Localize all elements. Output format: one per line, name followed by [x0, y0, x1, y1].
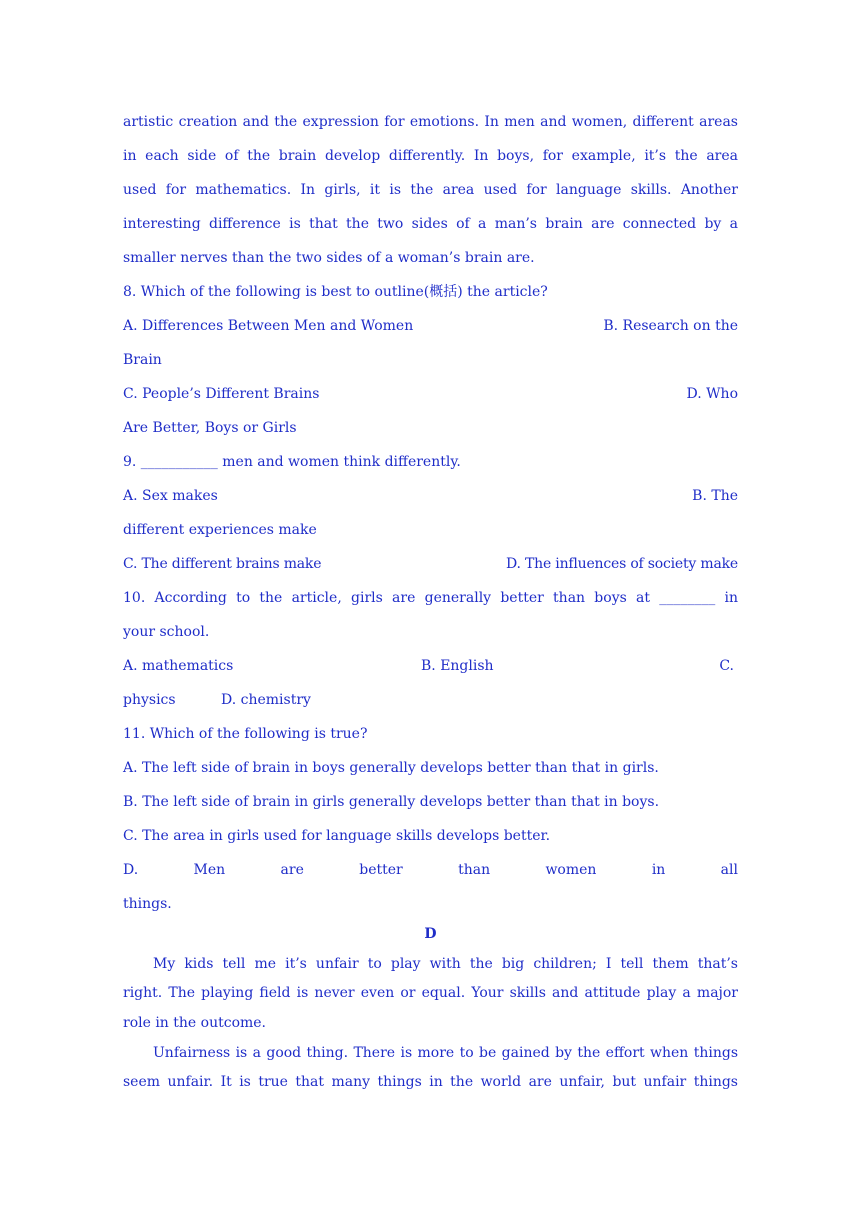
question-9-options-row-1 — [123, 487, 738, 505]
question-8-options-row-1 — [123, 317, 738, 335]
passage-d-line: seem unfair. It is true that many things in the world are unfair, but unfair things — [123, 1074, 738, 1090]
option-9a: A. Sex makes — [123, 488, 218, 504]
option-9c: C. The different brains make — [123, 556, 322, 572]
question-10-options-row-2 — [123, 691, 738, 709]
option-11d-word: better — [359, 862, 403, 878]
option-11b: B. The left side of brain in girls generally develops better than that in boys. — [123, 794, 660, 810]
passage-line: smaller nerves than the two sides of a woman’s brain are. — [123, 250, 535, 266]
option-11d-word: in — [651, 862, 666, 878]
option-11d-word: all — [720, 862, 738, 878]
option-11d — [123, 861, 738, 879]
passage-d-line: My kids tell me it’s unfair to play with the big children; I tell them that’s — [153, 956, 738, 972]
option-10a: A. mathematics — [123, 658, 234, 674]
passage-d-line: Unfairness is a good thing. There is more to be gained by the effort when things — [153, 1045, 738, 1061]
passage-line: in each side of the brain develop differently. In boys, for example, it’s the area — [123, 148, 738, 164]
option-8d: D. Who — [686, 386, 738, 402]
option-10c-continued: physics — [123, 692, 176, 708]
passage-d-line: role in the outcome. — [123, 1015, 267, 1031]
passage-d-line: right. The playing field is never even or equal. Your skills and attitude play a major — [123, 985, 738, 1001]
option-8b-continued: Brain — [123, 352, 162, 368]
option-10d: D. chemistry — [221, 692, 311, 708]
option-11c: C. The area in girls used for language skills develops better. — [123, 828, 551, 844]
question-9-stem: 9. ___________ men and women think differently. — [123, 454, 461, 470]
option-8d-continued: Are Better, Boys or Girls — [123, 420, 297, 436]
option-9b-continued: different experiences make — [123, 522, 317, 538]
question-8-options-row-2 — [123, 385, 738, 403]
passage-line: interesting difference is that the two sides of a man’s brain are connected by a — [123, 216, 738, 232]
passage-line: used for mathematics. In girls, it is the area used for language skills. Another — [123, 182, 738, 198]
option-11d-word: Men — [193, 862, 226, 878]
question-10-stem-continued: your school. — [123, 624, 210, 640]
option-8a: A. Differences Between Men and Women — [123, 318, 414, 334]
option-11d-continued: things. — [123, 896, 172, 912]
option-11d-word: than — [458, 862, 491, 878]
option-10b: B. English — [421, 658, 494, 674]
question-8-stem: 8. Which of the following is best to outline(概括) the article? — [123, 284, 548, 300]
passage-line: artistic creation and the expression for emotions. In men and women, different areas — [123, 114, 738, 130]
section-d-heading: D — [424, 926, 437, 942]
option-10c: C. — [719, 658, 734, 674]
option-11a: A. The left side of brain in boys generally develops better than that in girls. — [123, 760, 659, 776]
option-8c: C. People’s Different Brains — [123, 386, 320, 402]
option-9b: B. The — [692, 488, 738, 504]
option-11d-word: D. — [123, 862, 139, 878]
question-10-stem: 10. According to the article, girls are generally better than boys at ________ in — [123, 590, 738, 606]
question-11-stem: 11. Which of the following is true? — [123, 726, 368, 742]
question-9-options-row-2 — [123, 555, 738, 573]
option-11d-word: women — [545, 862, 597, 878]
option-11d-word: are — [280, 862, 304, 878]
option-9d: D. The influences of society make — [505, 556, 738, 572]
option-8b: B. Research on the — [603, 318, 738, 334]
